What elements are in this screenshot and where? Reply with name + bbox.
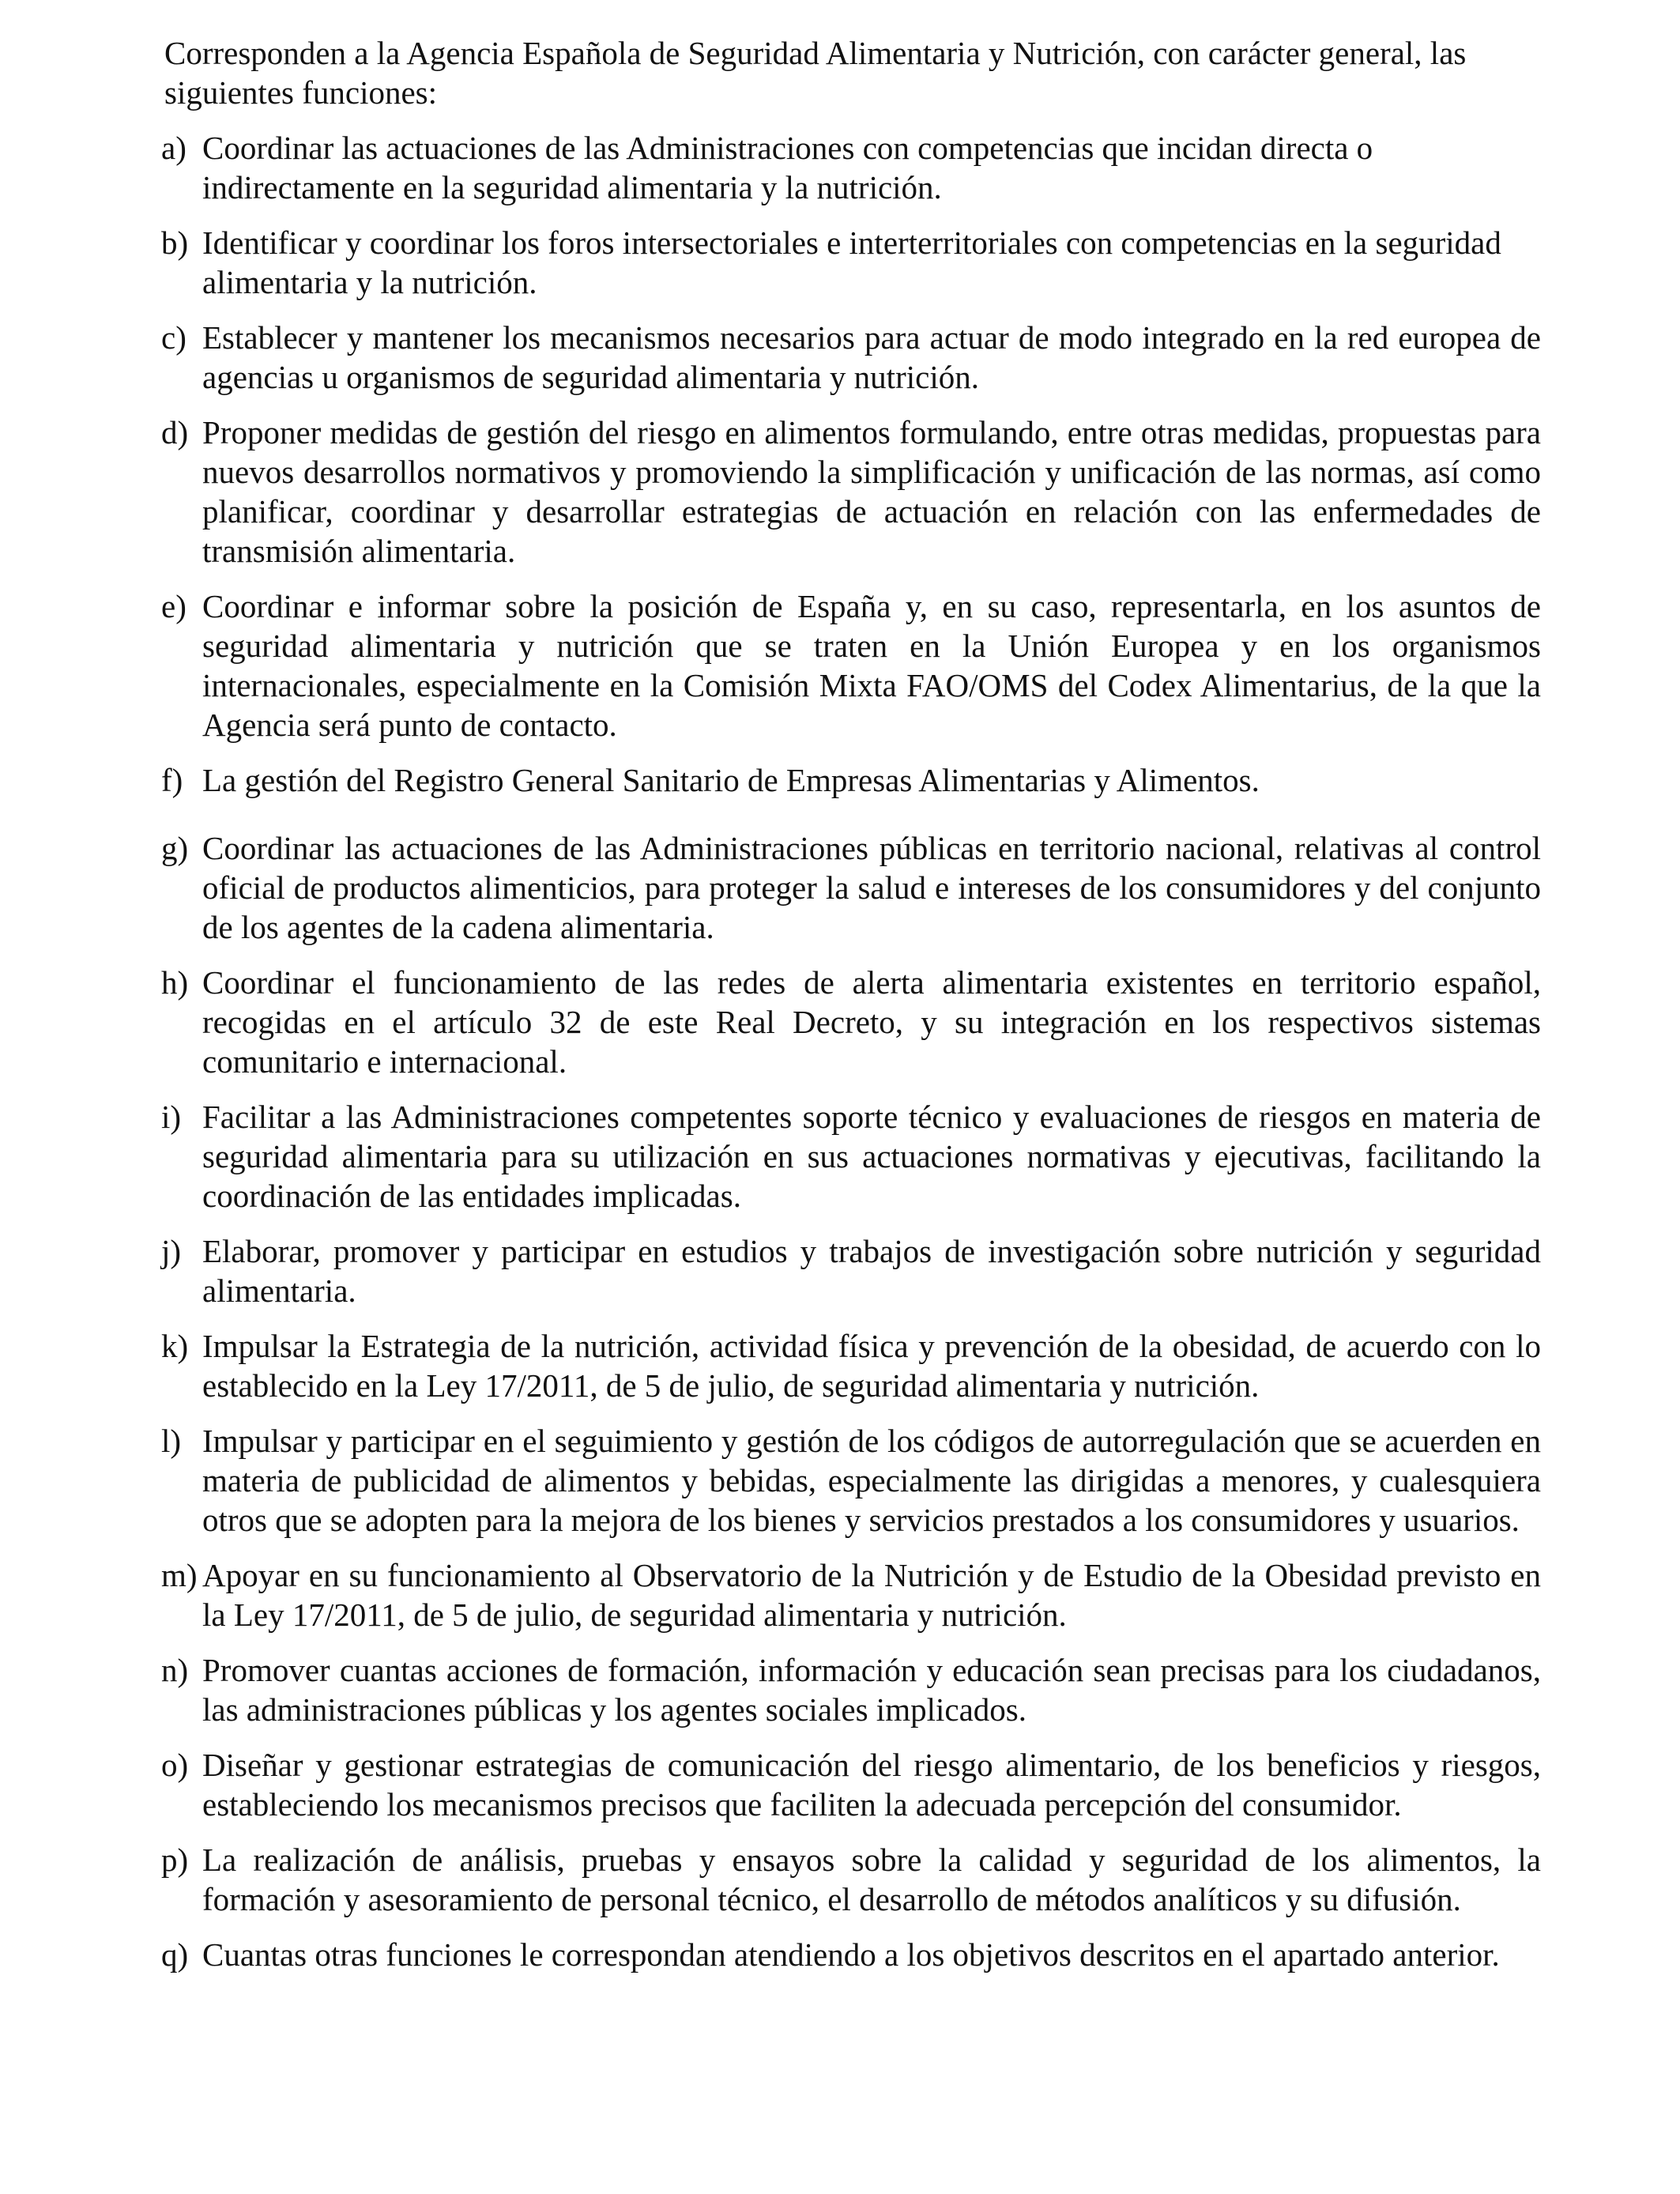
list-item-b [161,223,1541,302]
list-marker: p) [161,1842,189,1878]
list-item-text: Facilitar a las Administraciones competentes soporte técnico y evaluaciones de riesgos en materia de seguridad alimentaria para su utilización en sus actuaciones normativas y ejecutivas, facilitando la coordinación de las entidades implicadas. [202,1099,1541,1214]
list-marker: c) [161,319,186,356]
list-item-text: Promover cuantas acciones de formación, información y educación sean precisas para los ciudadanos, las administraciones públicas y los agentes sociales implicados. [202,1652,1541,1728]
list-item-a [161,128,1541,207]
list-item-n [161,1650,1541,1729]
list-item-text: Identificar y coordinar los foros intersectoriales e interterritoriales con competencias en la seguridad alimentaria y la nutrición. [202,224,1501,300]
list-marker: e) [161,588,186,624]
list-item-text: Coordinar e informar sobre la posición de España y, en su caso, representarla, en los asuntos de seguridad alimentaria y nutrición que se traten en la Unión Europea y en los organismos internacionales, especialmente en la Comisión Mixta FAO/OMS del Codex Alimentarius, de la que la Agencia será punto de contacto. [202,588,1541,743]
list-marker: f) [161,762,183,798]
list-item-e [161,586,1541,745]
list-item-j [161,1231,1541,1310]
list-item-k [161,1326,1541,1405]
list-item-c [161,318,1541,397]
list-marker: d) [161,414,189,450]
list-item-m [161,1555,1541,1634]
list-item-text: Apoyar en su funcionamiento al Observatorio de la Nutrición y de Estudio de la Obesidad previsto en la Ley 17/2011, de 5 de julio, de seguridad alimentaria y nutrición. [202,1557,1541,1633]
list-item-q [161,1935,1541,1974]
list-item-text: Proponer medidas de gestión del riesgo en alimentos formulando, entre otras medidas, propuestas para nuevos desarrollos normativos y promoviendo la simplificación y unificación de las normas, así como planificar, coordinar y desarrollar estrategias de actuación en relación con las enfermedades de transmisión alimentaria. [202,414,1541,569]
list-item-text: Diseñar y gestionar estrategias de comunicación del riesgo alimentario, de los beneficios y riesgos, estableciendo los mecanismos precisos que faciliten la adecuada percepción del consumidor. [202,1747,1541,1823]
list-marker: g) [161,830,189,866]
list-item-text: Coordinar las actuaciones de las Administraciones con competencias que incidan directa o indirectamente en la seguridad alimentaria y la nutrición. [202,130,1373,205]
list-marker: j) [161,1233,182,1269]
list-item-i [161,1097,1541,1216]
list-item-text: Coordinar las actuaciones de las Administraciones públicas en territorio nacional, relativas al control oficial de productos alimenticios, para proteger la salud e intereses de los consumidores y del conjunto de los agentes de la cadena alimentaria. [202,830,1541,945]
list-marker: m) [161,1557,198,1593]
list-item-l [161,1421,1541,1540]
list-item-f [161,760,1541,800]
intro-paragraph: Corresponden a la Agencia Española de Seguridad Alimentaria y Nutrición, con carácter general, las siguientes funciones: [164,35,1467,111]
list-item-text: Coordinar el funcionamiento de las redes de alerta alimentaria existentes en territorio español, recogidas en el artículo 32 de este Real Decreto, y su integración en los respectivos sistemas comunitario e internacional. [202,964,1541,1080]
document-page [161,33,1541,1990]
list-item-p [161,1840,1541,1919]
list-marker: l) [161,1423,182,1459]
list-marker: k) [161,1328,189,1364]
list-item-text: La gestión del Registro General Sanitario de Empresas Alimentarias y Alimentos. [202,762,1260,798]
list-item-g [161,828,1541,947]
list-marker: h) [161,964,189,1001]
list-marker: q) [161,1936,189,1973]
list-marker: i) [161,1099,182,1135]
list-item-text: Impulsar la Estrategia de la nutrición, actividad física y prevención de la obesidad, de acuerdo con lo establecido en la Ley 17/2011, de 5 de julio, de seguridad alimentaria y nutrición. [202,1328,1541,1404]
list-item-d [161,413,1541,571]
list-item-text: La realización de análisis, pruebas y ensayos sobre la calidad y seguridad de los alimentos, la formación y asesoramiento de personal técnico, el desarrollo de métodos analíticos y su difusión. [202,1842,1541,1917]
list-marker: n) [161,1652,189,1688]
functions-list [161,128,1541,1974]
list-marker: a) [161,130,186,166]
list-item-text: Impulsar y participar en el seguimiento y gestión de los códigos de autorregulación que se acuerden en materia de publicidad de alimentos y bebidas, especialmente las dirigidas a menores, y cualesquiera otros que se adopten para la mejora de los bienes y servicios prestados a los consumidores y usuarios. [202,1423,1541,1538]
list-item-o [161,1745,1541,1824]
list-item-h [161,963,1541,1081]
list-item-text: Cuantas otras funciones le correspondan atendiendo a los objetivos descritos en el apartado anterior. [202,1936,1500,1973]
list-marker: b) [161,224,189,261]
list-item-text: Elaborar, promover y participar en estudios y trabajos de investigación sobre nutrición y seguridad alimentaria. [202,1233,1541,1309]
list-item-text: Establecer y mantener los mecanismos necesarios para actuar de modo integrado en la red europea de agencias u organismos de seguridad alimentaria y nutrición. [202,319,1541,395]
list-marker: o) [161,1747,189,1783]
